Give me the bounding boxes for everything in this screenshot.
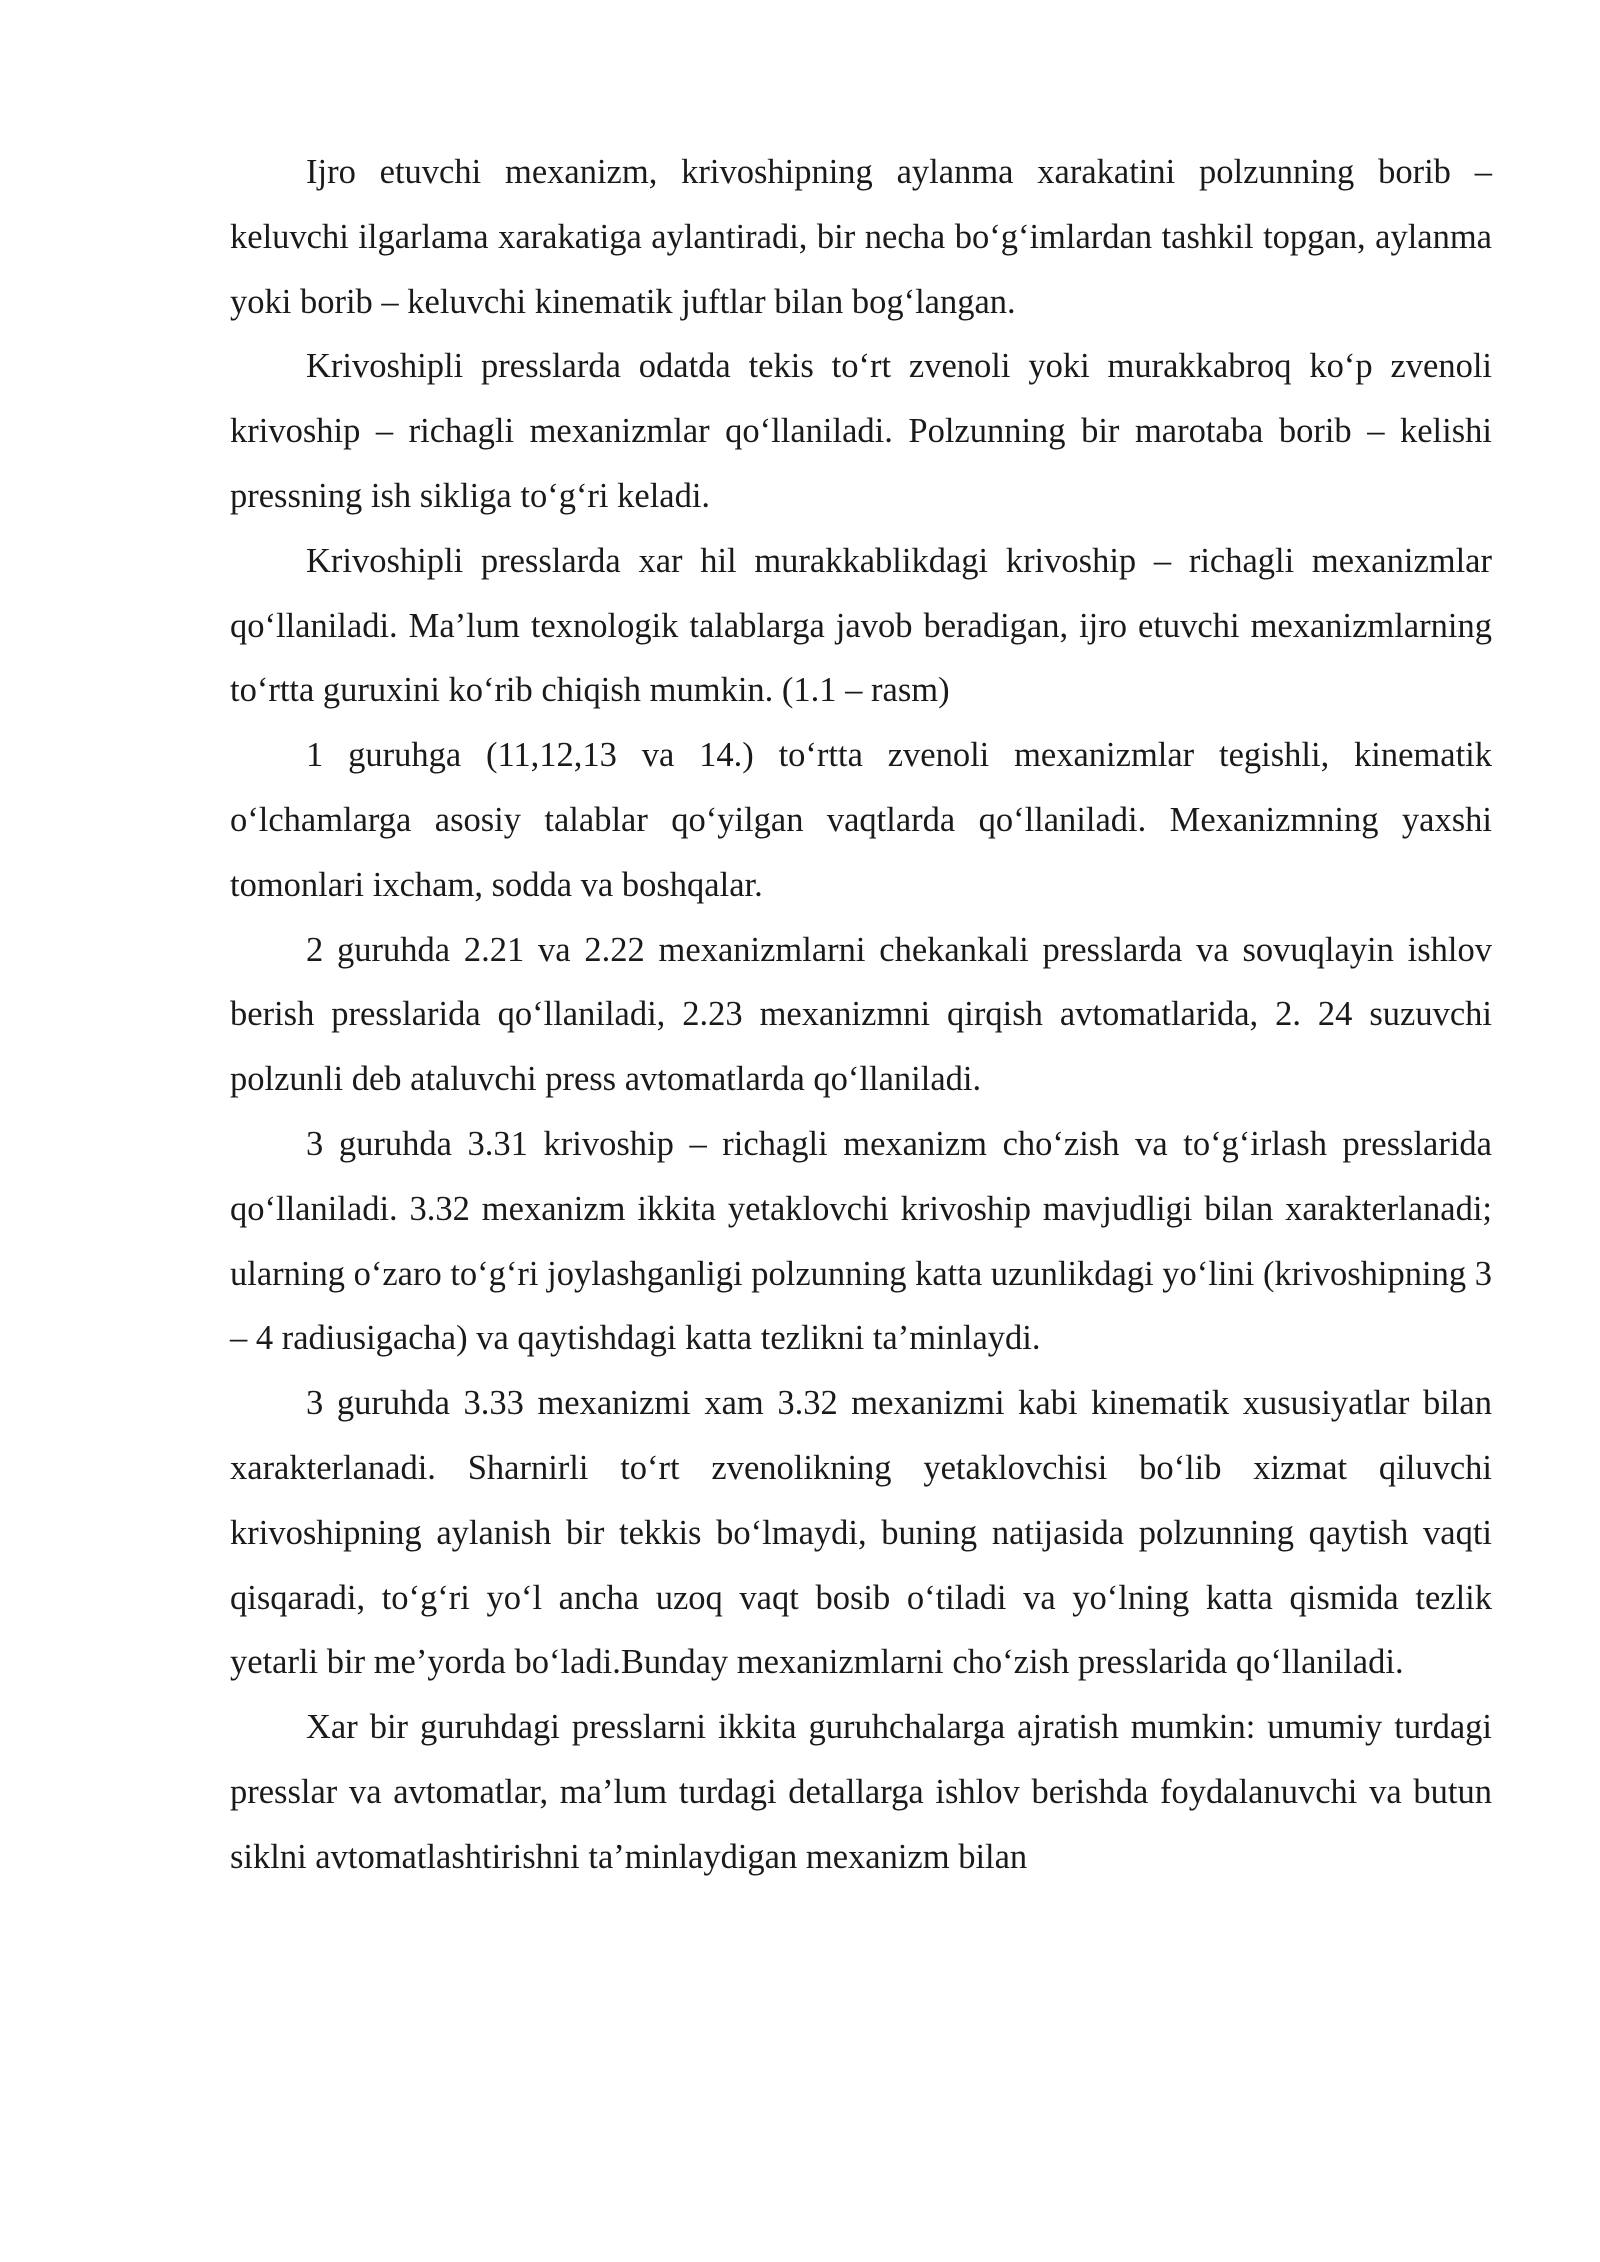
paragraph-4: 1 guruhga (11,12,13 va 14.) to‘rtta zvenoli mexanizmlar tegishli, kinematik o‘lchamlarga asosiy talablar qo‘yilgan vaqtlarda qo‘llaniladi. Mexanizmning yaxshi tomonlari ixcham, sodda va boshqalar. — [230, 736, 1492, 904]
paragraph-1: Ijro etuvchi mexanizm, krivoshipning aylanma xarakatini polzunning borib – keluvchi ilgarlama xarakatiga aylantiradi, bir necha bo‘g‘imlardan tashkil topgan, aylanma yoki borib – keluvchi kinematik juftlar bilan bog‘langan. — [230, 153, 1492, 321]
document-body — [230, 140, 1492, 1890]
paragraph-8: Xar bir guruhdagi presslarni ikkita guruhchalarga ajratish mumkin: umumiy turdagi presslar va avtomatlar, ma’lum turdagi detallarga ishlov berishda foydalanuvchi va butun siklni avtomatlashtirishni ta’minlaydigan mexanizm bilan — [230, 1708, 1492, 1876]
paragraph-2: Krivoshipli presslarda odatda tekis to‘rt zvenoli yoki murakkabroq ko‘p zvenoli krivoship – richagli mexanizmlar qo‘llaniladi. Polzunning bir marotaba borib – kelishi pressning ish sikliga to‘g‘ri keladi. — [230, 347, 1492, 515]
paragraph-5: 2 guruhda 2.21 va 2.22 mexanizmlarni chekankali presslarda va sovuqlayin ishlov berish presslarida qo‘llaniladi, 2.23 mexanizmni qirqish avtomatlarida, 2. 24 suzuvchi polzunli deb ataluvchi press avtomatlarda qo‘llaniladi. — [230, 930, 1492, 1099]
paragraph-7: 3 guruhda 3.33 mexanizmi xam 3.32 mexanizmi kabi kinematik xususiyatlar bilan xarakterlanadi. Sharnirli to‘rt zvenolikning yetaklovchisi bo‘lib xizmat qiluvchi krivoshipning aylanish bir tekkis bo‘lmaydi, buning natijasida polzunning qaytish vaqti qisqaradi, to‘g‘ri yo‘l ancha uzoq vaqt bosib o‘tiladi va yo‘lning katta qismida tezlik yetarli bir me’yorda bo‘ladi.Bunday mexanizmlarni cho‘zish presslarida qo‘llaniladi. — [230, 1384, 1492, 1682]
paragraph-3: Krivoshipli presslarda xar hil murakkablikdagi krivoship – richagli mexanizmlar qo‘llaniladi. Ma’lum texnologik talablarga javob beradigan, ijro etuvchi mexanizmlarning to‘rtta guruxini ko‘rib chiqish mumkin. (1.1 – rasm) — [230, 541, 1492, 710]
paragraph-6: 3 guruhda 3.31 krivoship – richagli mexanizm cho‘zish va to‘g‘irlash presslarida qo‘llaniladi. 3.32 mexanizm ikkita yetaklovchi krivoship mavjudligi bilan xarakterlanadi; ularning o‘zaro to‘g‘ri joylashganligi polzunning katta uzunlikdagi yo‘lini (krivoshipning 3 – 4 radiusigacha) va qaytishdagi katta tezlikni ta’minlaydi. — [230, 1124, 1492, 1358]
